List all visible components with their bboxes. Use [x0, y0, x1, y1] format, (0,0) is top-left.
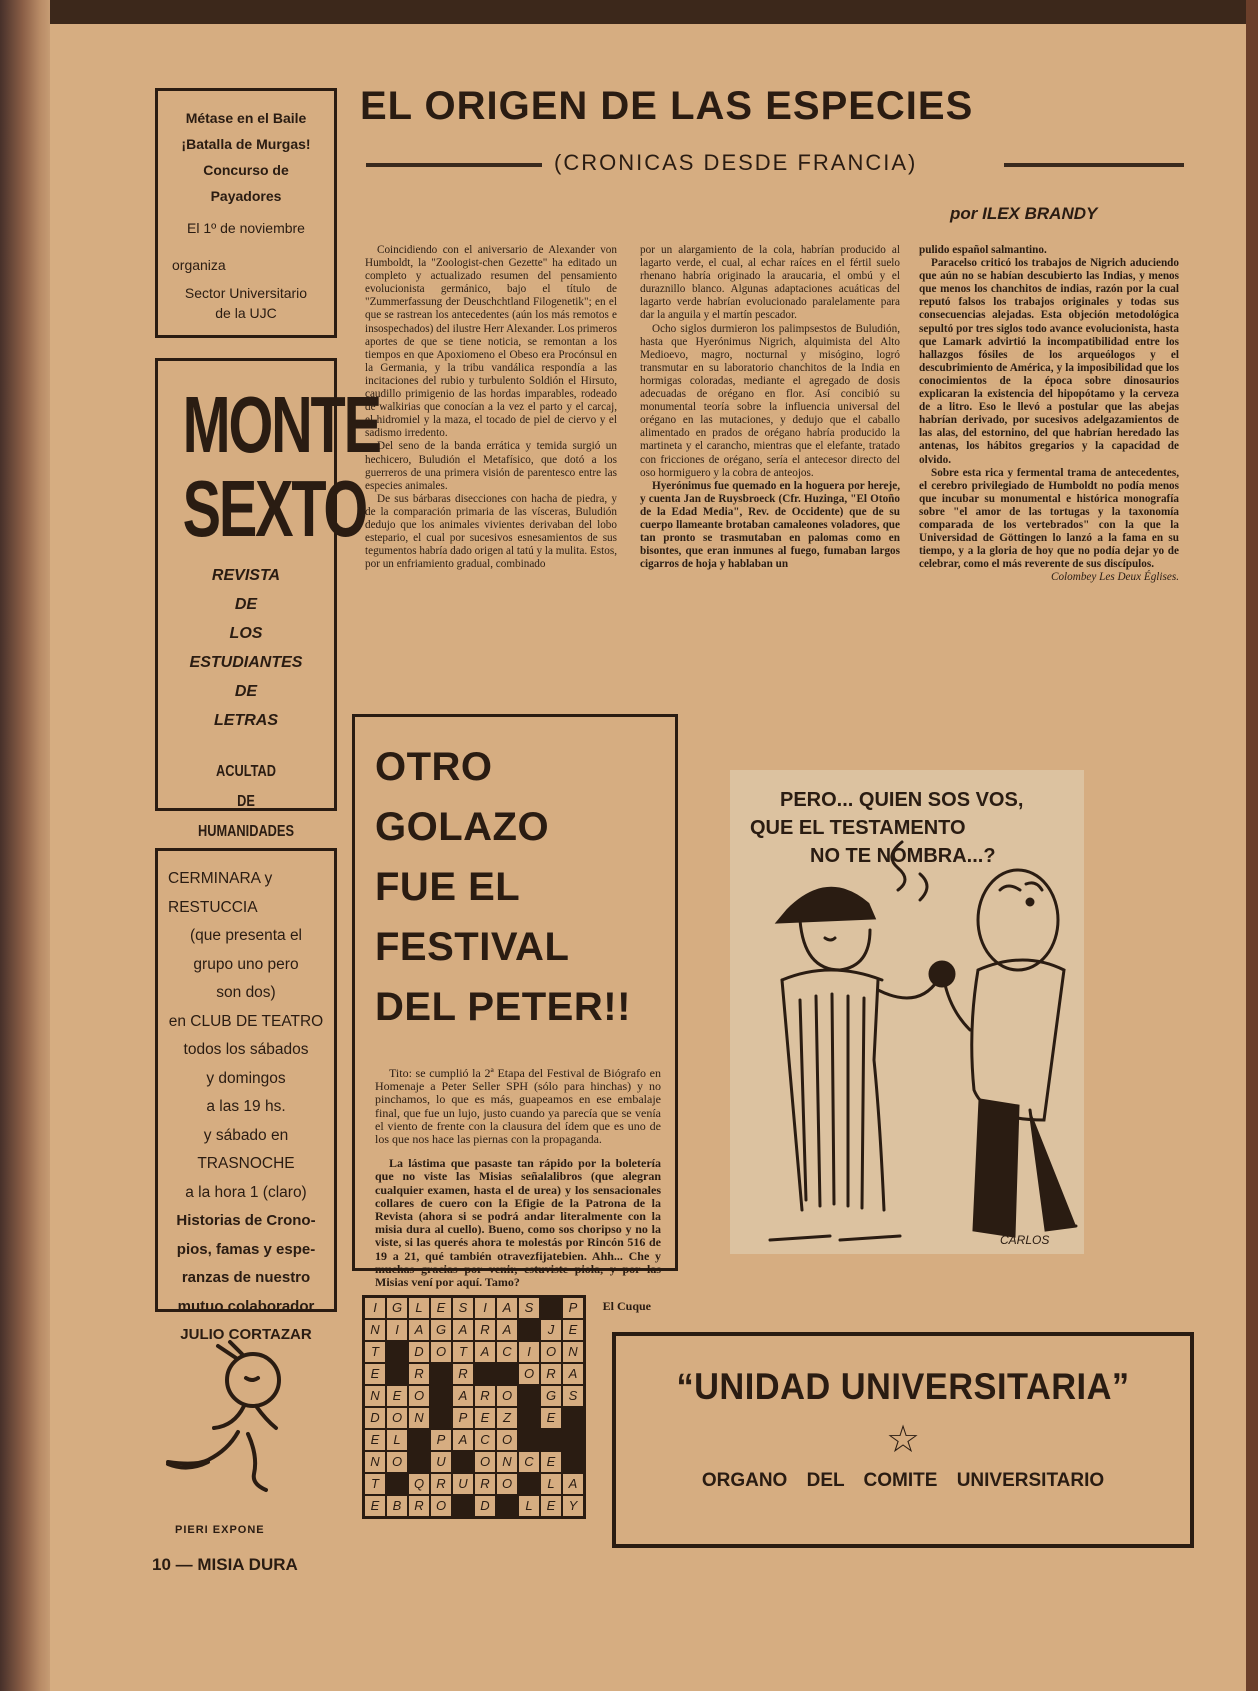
article-paragraph: pulido español salmantino.: [919, 244, 1047, 256]
monte-title: MONTE: [182, 380, 380, 469]
crossword-cell: O: [408, 1385, 430, 1407]
teatro-bold-line: JULIO CORTAZAR: [180, 1326, 312, 1343]
crossword-black-cell: [386, 1341, 408, 1363]
crossword-cell: T: [364, 1341, 386, 1363]
baile-line: ¡Batalla de Murgas!: [181, 136, 311, 152]
teatro-line: RESTUCCIA: [168, 898, 258, 916]
crossword-black-cell: [518, 1429, 540, 1451]
crossword-cell: E: [364, 1429, 386, 1451]
crossword-cell: Z: [496, 1407, 518, 1429]
crossword-cell: O: [430, 1495, 452, 1517]
unidad-universitaria-box: [612, 1332, 1194, 1548]
revista-line: DE: [234, 596, 258, 613]
crossword-cell: S: [518, 1297, 540, 1319]
crossword-black-cell: [518, 1473, 540, 1495]
crossword-cell: A: [562, 1363, 584, 1385]
crossword-cell: S: [562, 1385, 584, 1407]
crossword-cell: R: [474, 1473, 496, 1495]
crossword-cell: Q: [408, 1473, 430, 1495]
teatro-line: son dos): [216, 984, 276, 1001]
crossword-cell: U: [430, 1451, 452, 1473]
crossword-cell: C: [496, 1341, 518, 1363]
golazo-paragraph: Tito: se cumplió la 2ª Etapa del Festival de Biógrafo en Homenaje a Peter Seller SPH (sólo para hinchas) y no pinchamos, lo que es más, guapeamos en ese embalaje final, que fue un lujo, justo cuando ya parecía que se venía el viento de frente con la clausura del ídem que es uno de los que nos hace las piernas con la propaganda.: [375, 1066, 661, 1147]
speech-line: PERO... QUIEN SOS VOS,: [780, 789, 1024, 811]
monte-sexto-ad-box: [155, 358, 380, 840]
crossword-cell: L: [386, 1429, 408, 1451]
crossword-black-cell: [562, 1451, 584, 1473]
crossword-cell: R: [540, 1363, 562, 1385]
article-paragraph: Coincidiendo con el aniversario de Alexander von Humboldt, la "Zoologist-chen Gezette" ha editado un completo y actualizado resumen del pensamiento evolucionista germánico, bajo el título de "Zummerfassung der Deuschchtland Filogenetik"; en el que se rastrean los antecedentes (aún los más remotos e insospechados) del ilustre Herr Alexander. Los primeros aportes de que se tiene noticia, se remontan a los tiempos en que Apoxiomeno el Obeso era Procónsul en la Germania, y la tribu vandálica respondía a las incitaciones del rubio y turbulento Soldión el Hirsuto, caudillo primigenio de las hordas imparables, rodeado de walkirias que conocían a la vez el parto y el carcaj, el hidromiel y la maza, el tocado de piel de ciervo y el sadismo irredento.: [365, 244, 617, 440]
speech-line: NO TE NOMBRA...?: [810, 845, 996, 867]
teatro-line: a las 19 hs.: [206, 1098, 286, 1115]
crossword-cell: D: [474, 1495, 496, 1517]
page-right-edge: [1246, 0, 1258, 1691]
crossword-cell: D: [408, 1341, 430, 1363]
crossword-cell: A: [452, 1385, 474, 1407]
crossword-cell: R: [430, 1473, 452, 1495]
page-folio: 10 — MISIA DURA: [152, 1555, 298, 1574]
crossword-cell: O: [474, 1451, 496, 1473]
rule-left: [366, 163, 542, 167]
unidad-title: “UNIDAD UNIVERSITARIA”: [676, 1366, 1130, 1407]
crossword-cell: O: [518, 1363, 540, 1385]
article-paragraph: Paracelso criticó los trabajos de Nigrich aduciendo que aún no se habían descubierto las Indias, y menos que menos los chanchitos de indias, razón por la cual reputó falsos los trabajos originales y todas sus consecuencias alejadas. Esta objeción metodológica sepultó por tres siglos todo avance evolucionista, hasta que Lamark advirtió la incompatibilidad entre los hallazgos fósiles de los arqueólogos y el descubrimiento de América, y la imposibilidad que los conocimientos de la época sobre dinosaurios explicaran la existencia del hipopótamo y la cerveza de a litro. Eso le llevó a postular que las abejas habrían derivado, por sucesivos adelgazamientos de las alas, del estornino, del que habrían heredado las antenas, los hábitos gregarios y la capacidad de olvido.: [919, 257, 1179, 466]
golazo-body: [375, 1067, 661, 1313]
crossword-cell: J: [540, 1319, 562, 1341]
crossword-black-cell: [452, 1495, 474, 1517]
crossword-cell: E: [430, 1297, 452, 1319]
crossword-black-cell: [518, 1407, 540, 1429]
crossword-black-cell: [386, 1363, 408, 1385]
crossword-black-cell: [474, 1363, 496, 1385]
article-paragraph: Del seno de la banda errática y temida surgió un hechicero, Buludión el Metafísico, que dotó a los guerreros de una primera visión de parentesco entre las especies animales.: [365, 440, 617, 492]
article-column-3: [919, 244, 1179, 584]
sexto-title: SEXTO: [182, 464, 367, 553]
crossword-cell: R: [474, 1385, 496, 1407]
rule-right: [1004, 163, 1184, 167]
crossword-cell: A: [452, 1429, 474, 1451]
crossword-cell: O: [430, 1341, 452, 1363]
crossword-black-cell: [430, 1407, 452, 1429]
crossword-cell: E: [540, 1495, 562, 1517]
crossword-cell: E: [540, 1451, 562, 1473]
crossword-cell: N: [408, 1407, 430, 1429]
revista-line: REVISTA: [211, 567, 281, 584]
crossword-cell: R: [408, 1363, 430, 1385]
crossword-cell: A: [496, 1297, 518, 1319]
golazo-paragraph: La lástima que pasaste tan rápido por la boletería que no viste las Misias señalalibros (que alegran cualquier examen, hasta el de urea) y los sensacionales collares de cuero con la Efigie de la Patrona de la Revista (ahora si se podrá andar literalmente con la misia dura al cuello). Bueno, como sos choripso y no la viste, si las querés ahora te molestás por Rincón 516 de 19 a 21, qué también otravezfijatebien. Ahh... Che y muchas gracias por venir, estuviste piola, y por las Misias vení por aquí. Tamo?: [375, 1156, 661, 1290]
crossword-black-cell: [496, 1495, 518, 1517]
crossword-cell: R: [452, 1363, 474, 1385]
crossword-black-cell: [518, 1319, 540, 1341]
crossword-cell: C: [518, 1451, 540, 1473]
crossword-cell: A: [562, 1473, 584, 1495]
baile-line: Métase en el Baile: [185, 110, 307, 126]
cartoon-drawing: [730, 770, 1084, 1254]
crossword-cell: N: [364, 1451, 386, 1473]
crossword-cell: G: [540, 1385, 562, 1407]
crossword-black-cell: [452, 1451, 474, 1473]
crossword-cell: N: [562, 1341, 584, 1363]
revista-line: LOS: [229, 625, 263, 642]
crossword-cell: O: [386, 1407, 408, 1429]
teatro-ad-box: [155, 848, 337, 1343]
cartoon-panel: [730, 770, 1084, 1254]
golazo-signature: El Cuque: [602, 1299, 651, 1314]
crossword-black-cell: [408, 1429, 430, 1451]
teatro-bold-line: mutuo colaborador: [177, 1297, 315, 1315]
crossword-cell: P: [562, 1297, 584, 1319]
crossword-cell: P: [452, 1407, 474, 1429]
crossword-black-cell: [562, 1429, 584, 1451]
crossword-cell: I: [364, 1297, 386, 1319]
baile-ad-box: [155, 88, 337, 338]
cartoon-artist-signature: CARLOS: [1000, 1233, 1050, 1247]
baile-organiza: organiza: [172, 257, 226, 273]
facultad-line: ACULTAD: [216, 763, 276, 780]
crossword-cell: Y: [562, 1495, 584, 1517]
baile-date: El 1º de noviembre: [187, 220, 305, 236]
revista-line: ESTUDIANTES: [189, 654, 303, 671]
article-paragraph: por un alargamiento de la cola, habrían producido al lagarto verde, el cual, al echar raíces en el fértil suelo rhenano habría originado la araucaria, el ombú y el duraznillo blanco. Algunas adaptaciones acuáticas del lagarto verde habrían evolucionado paralelamente para dar la anguila y el martín pescador.: [640, 244, 900, 322]
crossword-cell: R: [474, 1319, 496, 1341]
crossword-cell: P: [430, 1429, 452, 1451]
teatro-line: en CLUB DE TEATRO: [168, 1012, 324, 1030]
article-byline: por ILEX BRANDY: [950, 204, 1098, 223]
crossword-cell: C: [474, 1429, 496, 1451]
crossword-cell: T: [364, 1473, 386, 1495]
crossword-cell: A: [452, 1319, 474, 1341]
teatro-line: y sábado en: [203, 1126, 289, 1144]
teatro-bold-line: ranzas de nuestro: [181, 1269, 311, 1286]
crossword-cell: I: [474, 1297, 496, 1319]
crossword-cell: A: [474, 1341, 496, 1363]
article-column-1: [365, 244, 617, 571]
crossword-cell: U: [452, 1473, 474, 1495]
revista-line: LETRAS: [214, 712, 278, 729]
crossword-cell: E: [364, 1495, 386, 1517]
crossword-cell: S: [452, 1297, 474, 1319]
pieri-expone-credit: PIERI EXPONE: [175, 1524, 265, 1536]
article-paragraph: Ocho siglos durmieron los palimpsestos de Buludión, hasta que Hyerónimus Nigrich, alquimista del Alto Medioevo, magro, nocturnal y misógino, logró transmutar en su laboratorio chanchitos de la India en hormigas coloradas, mediante el agregado de dosis adecuadas de orégano en flor. Así concibió su monumental teoría sobre la influencia universal del orégano en las mutaciones, y dedujo que el caballo alimentado en prados de orégano habría producido la martineta y el carancho, mientras que el elefante, tratado con fricciones de orégano, sería el antecesor directo del oso hormiguero y la cobra de anteojos.: [640, 322, 900, 479]
teatro-bold-line: pios, famas y espe-: [176, 1240, 316, 1258]
crossword-cell: A: [408, 1319, 430, 1341]
crossword-black-cell: [496, 1363, 518, 1385]
crossword-cell: G: [386, 1297, 408, 1319]
crossword-cell: L: [408, 1297, 430, 1319]
revista-line: DE: [234, 683, 258, 700]
crossword-black-cell: [386, 1473, 408, 1495]
crossword-cell: B: [386, 1495, 408, 1517]
teatro-line: TRASNOCHE: [197, 1155, 295, 1172]
article-paragraph: Sobre esta rica y fermental trama de antecedentes, el cerebro privilegiado de Humboldt no podía menos que incubar su monumental e histórica monografía sobre "el amor de las tortugas y la taxonomía comparada de los vertebrados" con la que la Universidad de Göttingen lo lanzó a la fama en su tiempo, y a la gloria de hoy que no podía dejar yo de celebrar, como el más reverente de sus discípulos.: [919, 466, 1179, 571]
crossword-black-cell: [518, 1385, 540, 1407]
article-column-2: [640, 244, 900, 571]
crossword-cell: N: [364, 1385, 386, 1407]
article-subtitle: (CRONICAS DESDE FRANCIA): [554, 150, 918, 175]
baile-line: Payadores: [210, 188, 282, 204]
teatro-line: y domingos: [206, 1069, 286, 1087]
article-paragraph: De sus bárbaras disecciones con hacha de piedra, y de la comparación primaria de las vísceras, Buludión dedujo que los animales vivientes derivaban del lobo estepario, el cual por sucesivos esnesamientos de sus tegumentos habría dado origen al tatú y la mulita. Estos, por un enfriamiento gradual, combinado: [365, 492, 617, 571]
crossword-black-cell: [562, 1407, 584, 1429]
crossword-black-cell: [408, 1451, 430, 1473]
teatro-bold-line: Historias de Crono-: [176, 1212, 316, 1229]
baile-org-line: de la UJC: [215, 305, 277, 321]
binding-edge: [0, 0, 50, 1691]
crossword-cell: I: [386, 1319, 408, 1341]
crossword-cell: O: [496, 1385, 518, 1407]
golazo-headline: FUE EL FESTIVAL: [375, 865, 570, 969]
crossword-cell: E: [474, 1407, 496, 1429]
crossword-cell: R: [408, 1495, 430, 1517]
teatro-line: CERMINARA y: [168, 870, 273, 887]
crossword-cell: E: [386, 1385, 408, 1407]
crossword-cell: L: [540, 1473, 562, 1495]
crossword-grid: [362, 1295, 586, 1519]
teatro-line: todos los sábados: [183, 1041, 309, 1058]
teatro-line: grupo uno pero: [193, 955, 299, 973]
facultad-line: HUMANIDADES: [198, 823, 294, 840]
crossword-cell: E: [364, 1363, 386, 1385]
golazo-box: [352, 714, 678, 1314]
article-subtitle-rule: [366, 152, 1184, 178]
golazo-headline: OTRO GOLAZO: [375, 745, 550, 849]
article-paragraph: Hyerónimus fue quemado en la hoguera por hereje, y cuenta Jan de Ruysbroeck (Cfr. Huzinga, "El Otoño de la Edad Media", Rev. de Occidente) que de su cuerpo llameante brotaban camaleones voladores, que tan pronto se trasmutaban en palomas como en bisontes, que eran inmunes al fuego, fumaban largos cigarros de hoja y hablaban un: [640, 479, 900, 571]
unidad-subtitle: ORGANO DEL COMITE UNIVERSITARIO: [701, 1470, 1105, 1491]
crossword-cell: N: [364, 1319, 386, 1341]
facultad-line: DE: [237, 793, 255, 810]
crossword-cell: I: [518, 1341, 540, 1363]
crossword-cell: D: [364, 1407, 386, 1429]
teatro-line: (que presenta el: [189, 927, 303, 944]
crossword-cell: O: [496, 1429, 518, 1451]
baile-org-line: Sector Universitario: [184, 285, 308, 301]
crossword-black-cell: [430, 1363, 452, 1385]
crossword-cell: T: [452, 1341, 474, 1363]
crossword-black-cell: [540, 1297, 562, 1319]
crossword-black-cell: [540, 1429, 562, 1451]
star-icon: ☆: [885, 1419, 921, 1461]
crossword-cell: G: [430, 1319, 452, 1341]
article-signature: Colombey Les Deux Églises.: [1050, 571, 1179, 584]
teatro-line: a la hora 1 (claro): [185, 1183, 307, 1201]
crossword-cell: L: [518, 1495, 540, 1517]
crossword-black-cell: [430, 1385, 452, 1407]
article-title: EL ORIGEN DE LAS ESPECIES: [360, 84, 974, 128]
baile-line: Concurso de: [203, 162, 289, 178]
crossword-cell: O: [386, 1451, 408, 1473]
speech-line: QUE EL TESTAMENTO: [750, 817, 966, 839]
crossword-cell: N: [496, 1451, 518, 1473]
crossword-cell: E: [562, 1319, 584, 1341]
crossword-cell: O: [540, 1341, 562, 1363]
crossword-cell: O: [496, 1473, 518, 1495]
crossword-cell: A: [496, 1319, 518, 1341]
golazo-headline: DEL PETER!!: [375, 985, 631, 1029]
crossword-cell: E: [540, 1407, 562, 1429]
running-figure-illustration: [158, 1340, 308, 1500]
